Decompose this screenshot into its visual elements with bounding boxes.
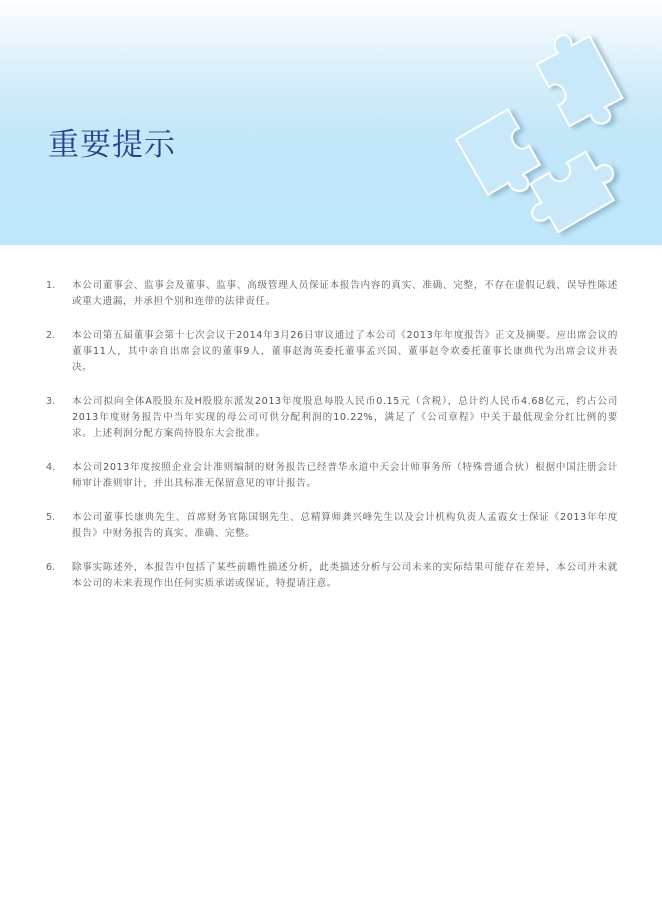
note-text: 本公司董事会、监事会及董事、监事、高级管理人员保证本报告内容的真实、准确、完整，不存在虚假记载、误导性陈述或重大遗漏，并承担个别和连带的法律责任。 [72, 280, 618, 307]
note-number: 2. [46, 330, 56, 341]
page-title: 重要提示 [48, 126, 176, 163]
note-number: 5. [46, 512, 56, 523]
puzzle-pieces-icon [440, 20, 662, 245]
note-number: 6. [46, 562, 56, 573]
note-number: 4. [46, 462, 56, 473]
note-item-2 [46, 328, 618, 376]
note-text: 本公司董事长康典先生、首席财务官陈国钢先生、总精算师龚兴峰先生以及会计机构负责人孟霞女士保证《2013年年度报告》中财务报告的真实、准确、完整。 [72, 512, 618, 539]
note-text: 本公司2013年度按照企业会计准则编制的财务报告已经普华永道中天会计师事务所（特殊普通合伙）根据中国注册会计师审计准则审计，并出具标准无保留意见的审计报告。 [72, 462, 618, 489]
note-item-1 [46, 278, 618, 310]
note-item-5 [46, 510, 618, 542]
important-notes-list [46, 278, 618, 610]
note-text: 除事实陈述外，本报告中包括了某些前瞻性描述分析，此类描述分析与公司未来的实际结果可能存在差异，本公司并未就本公司的未来表现作出任何实质承诺或保证，特提请注意。 [72, 562, 618, 589]
note-item-4 [46, 460, 618, 492]
header-band [0, 0, 662, 245]
note-item-3 [46, 394, 618, 442]
note-text: 本公司拟向全体A股股东及H股股东派发2013年度股息每股人民币0.15元（含税），总计约人民币4.68亿元，约占公司2013年度财务报告中当年实现的母公司可供分配利润的10.22%，满足了《公司章程》中关于最低现金分红比例的要求。上述利润分配方案尚待股东大会批准。 [72, 396, 618, 439]
note-number: 3. [46, 396, 56, 407]
note-text: 本公司第五届董事会第十七次会议于2014年3月26日审议通过了本公司《2013年年度报告》正文及摘要。应出席会议的董事11人，其中亲自出席会议的董事9人，董事赵海英委托董事孟兴国、董事赵令欢委托董事长康典代为出席会议并表决。 [72, 330, 618, 373]
note-item-6 [46, 560, 618, 592]
note-number: 1. [46, 280, 56, 291]
